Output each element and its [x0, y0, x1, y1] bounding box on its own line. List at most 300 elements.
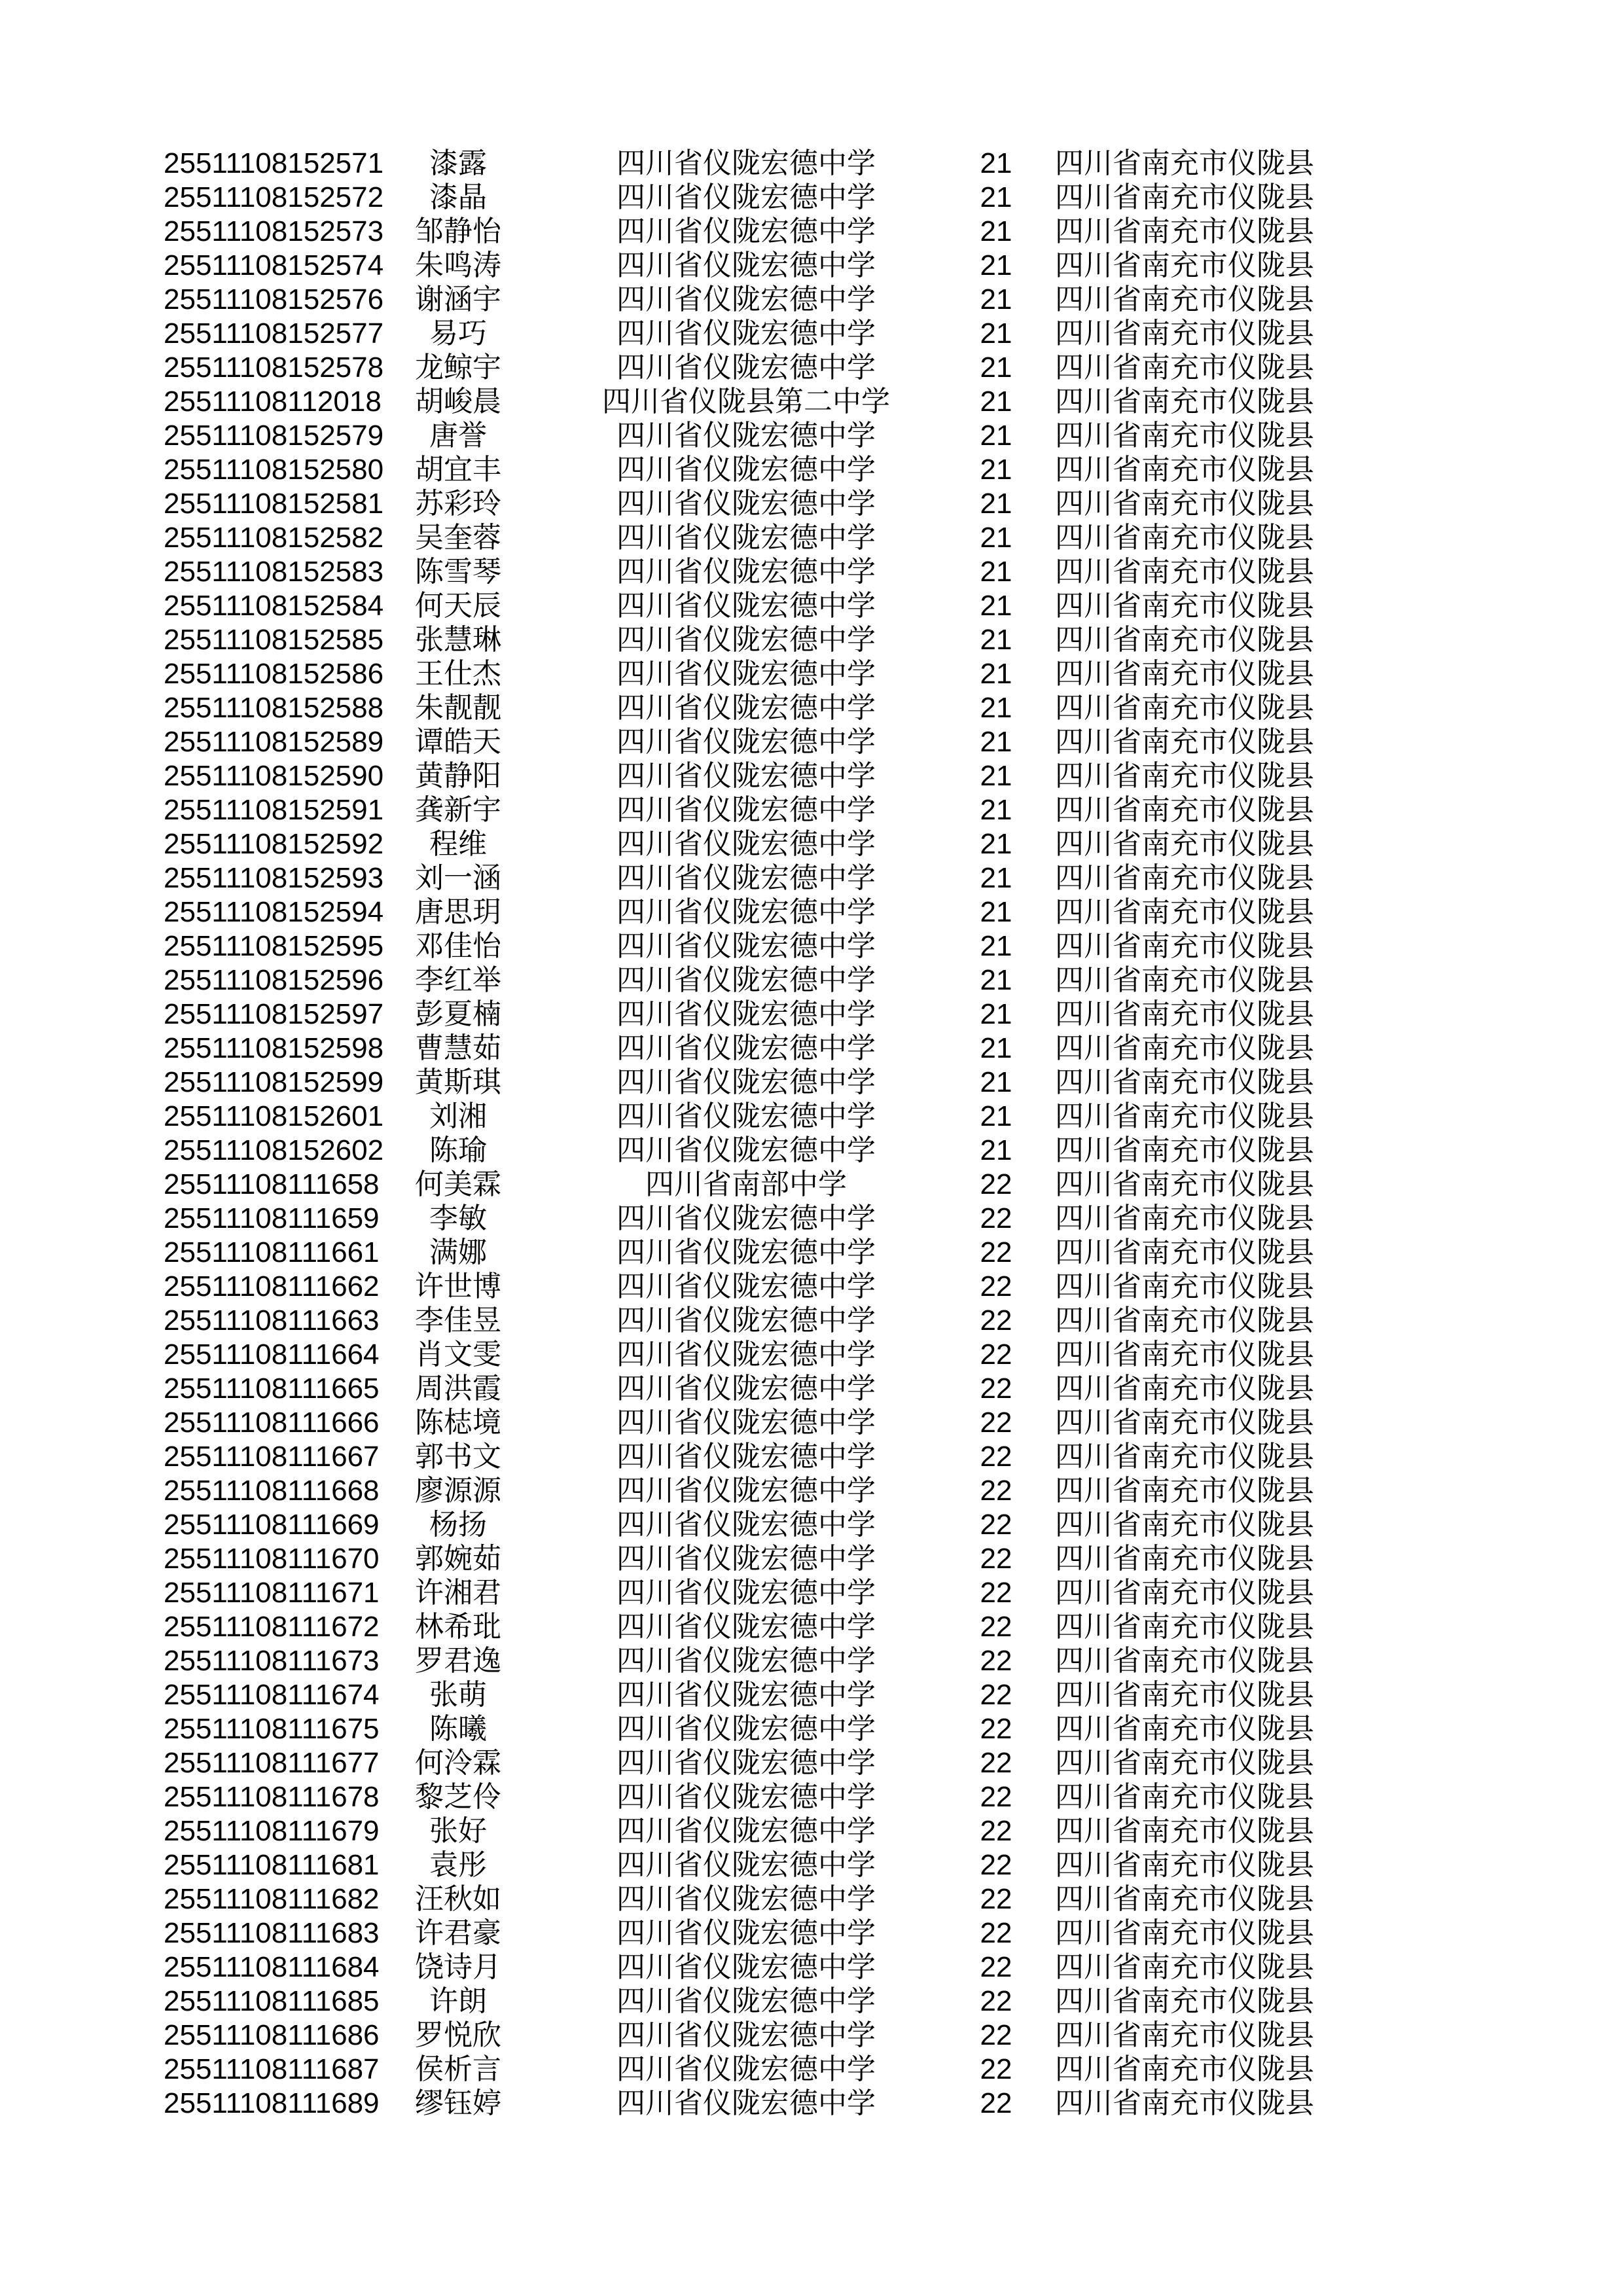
table-row	[0, 1576, 1623, 1610]
school-cell: 四川省仪陇宏德中学	[616, 1032, 876, 1064]
exam-id-cell: 25511108152602	[164, 1134, 384, 1166]
school-cell: 四川省仪陇宏德中学	[616, 1611, 876, 1643]
table-row	[0, 555, 1623, 589]
exam-id-cell: 25511108111662	[164, 1270, 380, 1302]
student-name-cell: 龚新宇	[415, 794, 501, 826]
group-number-cell: 22	[980, 1407, 1012, 1439]
school-cell: 四川省仪陇宏德中学	[616, 147, 876, 179]
table-row	[0, 1031, 1623, 1066]
school-cell: 四川省仪陇宏德中学	[616, 998, 876, 1030]
student-name-cell: 何天辰	[415, 590, 501, 622]
school-cell: 四川省仪陇宏德中学	[616, 1713, 876, 1745]
region-cell: 四川省南充市仪陇县	[1055, 454, 1314, 486]
region-cell: 四川省南充市仪陇县	[1055, 1883, 1314, 1915]
school-cell: 四川省仪陇宏德中学	[616, 1236, 876, 1268]
table-row	[0, 793, 1623, 827]
group-number-cell: 22	[980, 2087, 1012, 2119]
student-name-cell: 饶诗月	[415, 1951, 501, 1983]
table-row	[0, 1678, 1623, 1712]
school-cell: 四川省仪陇宏德中学	[616, 794, 876, 826]
student-name-cell: 李红举	[415, 964, 501, 996]
exam-id-cell: 25511108152589	[164, 726, 384, 758]
table-row	[0, 1610, 1623, 1644]
region-cell: 四川省南充市仪陇县	[1055, 1849, 1314, 1881]
group-number-cell: 21	[980, 522, 1012, 554]
group-number-cell: 22	[980, 1338, 1012, 1371]
student-name-cell: 满娜	[429, 1236, 487, 1268]
exam-id-cell: 25511108152588	[164, 692, 384, 724]
group-number-cell: 22	[980, 1985, 1012, 2017]
group-number-cell: 21	[980, 1134, 1012, 1166]
table-row	[0, 1474, 1623, 1508]
school-cell: 四川省仪陇宏德中学	[616, 1066, 876, 1098]
exam-id-cell: 25511108152591	[164, 794, 384, 826]
school-cell: 四川省南部中学	[645, 1168, 847, 1200]
student-name-cell: 许世博	[415, 1270, 501, 1302]
group-number-cell: 21	[980, 828, 1012, 860]
exam-id-cell: 25511108152577	[164, 317, 384, 350]
table-row	[0, 1780, 1623, 1814]
exam-id-cell: 25511108152571	[164, 147, 384, 179]
exam-id-cell: 25511108152594	[164, 896, 384, 928]
student-name-cell: 杨扬	[429, 1509, 487, 1541]
exam-id-cell: 25511108111678	[164, 1781, 380, 1813]
group-number-cell: 21	[980, 658, 1012, 690]
student-name-cell: 黄静阳	[415, 760, 501, 792]
student-name-cell: 郭书文	[415, 1441, 501, 1473]
exam-id-cell: 25511108111674	[164, 1679, 380, 1711]
student-name-cell: 易巧	[429, 317, 487, 350]
region-cell: 四川省南充市仪陇县	[1055, 488, 1314, 520]
exam-id-cell: 25511108111661	[164, 1236, 380, 1268]
table-row	[0, 487, 1623, 521]
group-number-cell: 22	[980, 1441, 1012, 1473]
group-number-cell: 22	[980, 1951, 1012, 1983]
exam-id-cell: 25511108111681	[164, 1849, 380, 1881]
exam-id-cell: 25511108111670	[164, 1543, 380, 1575]
region-cell: 四川省南充市仪陇县	[1055, 1985, 1314, 2017]
student-name-cell: 周洪霞	[415, 1372, 501, 1405]
table-row	[0, 1814, 1623, 1848]
student-name-cell: 肖文雯	[415, 1338, 501, 1371]
group-number-cell: 21	[980, 283, 1012, 315]
group-number-cell: 21	[980, 1100, 1012, 1132]
student-name-cell: 何泠霖	[415, 1747, 501, 1779]
group-number-cell: 21	[980, 1032, 1012, 1064]
group-number-cell: 21	[980, 488, 1012, 520]
region-cell: 四川省南充市仪陇县	[1055, 1543, 1314, 1575]
table-row	[0, 1270, 1623, 1304]
group-number-cell: 22	[980, 1679, 1012, 1711]
table-row	[0, 1202, 1623, 1236]
group-number-cell: 22	[980, 1577, 1012, 1609]
school-cell: 四川省仪陇宏德中学	[616, 1883, 876, 1915]
region-cell: 四川省南充市仪陇县	[1055, 351, 1314, 384]
group-number-cell: 21	[980, 181, 1012, 213]
student-name-cell: 陈雪琴	[415, 556, 501, 588]
region-cell: 四川省南充市仪陇县	[1055, 1747, 1314, 1779]
group-number-cell: 22	[980, 1645, 1012, 1677]
region-cell: 四川省南充市仪陇县	[1055, 1781, 1314, 1813]
table-row	[0, 1984, 1623, 2018]
school-cell: 四川省仪陇宏德中学	[616, 522, 876, 554]
region-cell: 四川省南充市仪陇县	[1055, 1917, 1314, 1949]
region-cell: 四川省南充市仪陇县	[1055, 2019, 1314, 2051]
region-cell: 四川省南充市仪陇县	[1055, 215, 1314, 247]
school-cell: 四川省仪陇宏德中学	[616, 283, 876, 315]
exam-id-cell: 25511108152573	[164, 215, 384, 247]
table-row	[0, 827, 1623, 861]
group-number-cell: 21	[980, 726, 1012, 758]
exam-id-cell: 25511108152572	[164, 181, 384, 213]
table-row	[0, 453, 1623, 487]
table-row	[0, 963, 1623, 997]
region-cell: 四川省南充市仪陇县	[1055, 283, 1314, 315]
table-row	[0, 1882, 1623, 1916]
school-cell: 四川省仪陇宏德中学	[616, 1270, 876, 1302]
region-cell: 四川省南充市仪陇县	[1055, 1577, 1314, 1609]
group-number-cell: 21	[980, 317, 1012, 350]
group-number-cell: 22	[980, 1372, 1012, 1405]
table-row	[0, 691, 1623, 725]
school-cell: 四川省仪陇宏德中学	[616, 1134, 876, 1166]
region-cell: 四川省南充市仪陇县	[1055, 1236, 1314, 1268]
exam-id-cell: 25511108111689	[164, 2087, 380, 2119]
school-cell: 四川省仪陇宏德中学	[616, 1338, 876, 1371]
group-number-cell: 21	[980, 249, 1012, 281]
exam-id-cell: 25511108152583	[164, 556, 384, 588]
table-row	[0, 2018, 1623, 2053]
table-row	[0, 1066, 1623, 1100]
region-cell: 四川省南充市仪陇县	[1055, 1134, 1314, 1166]
region-cell: 四川省南充市仪陇县	[1055, 1475, 1314, 1507]
exam-id-cell: 25511108152582	[164, 522, 384, 554]
region-cell: 四川省南充市仪陇县	[1055, 1951, 1314, 1983]
exam-id-cell: 25511108152581	[164, 488, 384, 520]
school-cell: 四川省仪陇宏德中学	[616, 760, 876, 792]
region-cell: 四川省南充市仪陇县	[1055, 590, 1314, 622]
student-name-cell: 袁彤	[429, 1849, 487, 1881]
school-cell: 四川省仪陇宏德中学	[616, 420, 876, 452]
group-number-cell: 22	[980, 2053, 1012, 2085]
exam-id-cell: 25511108152597	[164, 998, 384, 1030]
region-cell: 四川省南充市仪陇县	[1055, 624, 1314, 656]
exam-id-cell: 25511108152593	[164, 862, 384, 894]
group-number-cell: 22	[980, 1509, 1012, 1541]
exam-id-cell: 25511108111666	[164, 1407, 380, 1439]
school-cell: 四川省仪陇宏德中学	[616, 1679, 876, 1711]
exam-id-cell: 25511108152599	[164, 1066, 384, 1098]
region-cell: 四川省南充市仪陇县	[1055, 1202, 1314, 1234]
exam-id-cell: 25511108111664	[164, 1338, 380, 1371]
student-name-cell: 汪秋如	[415, 1883, 501, 1915]
student-name-cell: 何美霖	[415, 1168, 501, 1200]
group-number-cell: 22	[980, 1883, 1012, 1915]
table-row	[0, 1746, 1623, 1780]
group-number-cell: 21	[980, 964, 1012, 996]
table-row	[0, 759, 1623, 793]
exam-id-cell: 25511108152576	[164, 283, 384, 315]
school-cell: 四川省仪陇宏德中学	[616, 1577, 876, 1609]
group-number-cell: 21	[980, 998, 1012, 1030]
student-name-cell: 李佳昱	[415, 1304, 501, 1336]
region-cell: 四川省南充市仪陇县	[1055, 249, 1314, 281]
school-cell: 四川省仪陇宏德中学	[616, 726, 876, 758]
table-row	[0, 215, 1623, 249]
region-cell: 四川省南充市仪陇县	[1055, 522, 1314, 554]
table-row	[0, 351, 1623, 385]
student-name-cell: 罗悦欣	[415, 2019, 501, 2051]
school-cell: 四川省仪陇宏德中学	[616, 624, 876, 656]
student-name-cell: 陈曦	[429, 1713, 487, 1745]
exam-id-cell: 25511108152580	[164, 454, 384, 486]
table-row	[0, 1950, 1623, 1984]
table-row	[0, 997, 1623, 1031]
exam-id-cell: 25511108111659	[164, 1202, 380, 1234]
school-cell: 四川省仪陇宏德中学	[616, 2019, 876, 2051]
exam-id-cell: 25511108111667	[164, 1441, 380, 1473]
school-cell: 四川省仪陇宏德中学	[616, 1475, 876, 1507]
exam-id-cell: 25511108152595	[164, 930, 384, 962]
region-cell: 四川省南充市仪陇县	[1055, 896, 1314, 928]
exam-id-cell: 25511108111673	[164, 1645, 380, 1677]
region-cell: 四川省南充市仪陇县	[1055, 181, 1314, 213]
student-name-cell: 唐誉	[429, 420, 487, 452]
group-number-cell: 21	[980, 590, 1012, 622]
school-cell: 四川省仪陇宏德中学	[616, 317, 876, 350]
student-name-cell: 张萌	[429, 1679, 487, 1711]
student-name-cell: 许湘君	[415, 1577, 501, 1609]
school-cell: 四川省仪陇宏德中学	[616, 351, 876, 384]
group-number-cell: 21	[980, 454, 1012, 486]
region-cell: 四川省南充市仪陇县	[1055, 828, 1314, 860]
group-number-cell: 21	[980, 420, 1012, 452]
group-number-cell: 21	[980, 760, 1012, 792]
table-row	[0, 657, 1623, 691]
region-cell: 四川省南充市仪陇县	[1055, 692, 1314, 724]
exam-id-cell: 25511108152586	[164, 658, 384, 690]
student-name-cell: 吴奎蓉	[415, 522, 501, 554]
region-cell: 四川省南充市仪陇县	[1055, 794, 1314, 826]
school-cell: 四川省仪陇宏德中学	[616, 1304, 876, 1336]
group-number-cell: 22	[980, 1713, 1012, 1745]
student-name-cell: 漆露	[429, 147, 487, 179]
group-number-cell: 22	[980, 1475, 1012, 1507]
table-row	[0, 929, 1623, 963]
school-cell: 四川省仪陇宏德中学	[616, 215, 876, 247]
region-cell: 四川省南充市仪陇县	[1055, 1372, 1314, 1405]
student-name-cell: 漆晶	[429, 181, 487, 213]
region-cell: 四川省南充市仪陇县	[1055, 1509, 1314, 1541]
exam-id-cell: 25511108111675	[164, 1713, 380, 1745]
group-number-cell: 21	[980, 624, 1012, 656]
table-row	[0, 181, 1623, 215]
student-name-cell: 胡峻晨	[415, 386, 501, 418]
student-name-cell: 邹静怡	[415, 215, 501, 247]
exam-id-cell: 25511108111684	[164, 1951, 380, 1983]
region-cell: 四川省南充市仪陇县	[1055, 1338, 1314, 1371]
group-number-cell: 22	[980, 1236, 1012, 1268]
student-name-cell: 朱靓靓	[415, 692, 501, 724]
region-cell: 四川省南充市仪陇县	[1055, 1270, 1314, 1302]
region-cell: 四川省南充市仪陇县	[1055, 2053, 1314, 2085]
exam-id-cell: 25511108152579	[164, 420, 384, 452]
student-name-cell: 谢涵宇	[415, 283, 501, 315]
exam-id-cell: 25511108111671	[164, 1577, 380, 1609]
table-row	[0, 1712, 1623, 1746]
school-cell: 四川省仪陇宏德中学	[616, 658, 876, 690]
table-row	[0, 1848, 1623, 1882]
exam-id-cell: 25511108111685	[164, 1985, 380, 2017]
group-number-cell: 21	[980, 556, 1012, 588]
student-name-cell: 李敏	[429, 1202, 487, 1234]
group-number-cell: 21	[980, 351, 1012, 384]
table-row	[0, 317, 1623, 351]
region-cell: 四川省南充市仪陇县	[1055, 1066, 1314, 1098]
school-cell: 四川省仪陇宏德中学	[616, 1747, 876, 1779]
region-cell: 四川省南充市仪陇县	[1055, 1645, 1314, 1677]
region-cell: 四川省南充市仪陇县	[1055, 1100, 1314, 1132]
school-cell: 四川省仪陇宏德中学	[616, 1781, 876, 1813]
school-cell: 四川省仪陇宏德中学	[616, 1951, 876, 1983]
school-cell: 四川省仪陇宏德中学	[616, 249, 876, 281]
school-cell: 四川省仪陇宏德中学	[616, 862, 876, 894]
school-cell: 四川省仪陇县第二中学	[602, 386, 890, 418]
student-name-cell: 刘湘	[429, 1100, 487, 1132]
exam-id-cell: 25511108111686	[164, 2019, 380, 2051]
school-cell: 四川省仪陇宏德中学	[616, 2053, 876, 2085]
region-cell: 四川省南充市仪陇县	[1055, 386, 1314, 418]
region-cell: 四川省南充市仪陇县	[1055, 862, 1314, 894]
school-cell: 四川省仪陇宏德中学	[616, 930, 876, 962]
exam-id-cell: 25511108152601	[164, 1100, 384, 1132]
student-name-cell: 罗君逸	[415, 1645, 501, 1677]
exam-id-cell: 25511108152596	[164, 964, 384, 996]
region-cell: 四川省南充市仪陇县	[1055, 1611, 1314, 1643]
student-name-cell: 唐思玥	[415, 896, 501, 928]
exam-id-cell: 25511108152584	[164, 590, 384, 622]
table-row	[0, 1236, 1623, 1270]
school-cell: 四川省仪陇宏德中学	[616, 590, 876, 622]
exam-id-cell: 25511108111672	[164, 1611, 380, 1643]
group-number-cell: 21	[980, 862, 1012, 894]
table-row	[0, 419, 1623, 453]
group-number-cell: 22	[980, 1543, 1012, 1575]
exam-id-cell: 25511108111683	[164, 1917, 380, 1949]
exam-id-cell: 25511108111679	[164, 1815, 380, 1847]
student-name-cell: 王仕杰	[415, 658, 501, 690]
school-cell: 四川省仪陇宏德中学	[616, 896, 876, 928]
school-cell: 四川省仪陇宏德中学	[616, 556, 876, 588]
table-row	[0, 895, 1623, 929]
exam-id-cell: 25511108111663	[164, 1304, 380, 1336]
group-number-cell: 22	[980, 1747, 1012, 1779]
school-cell: 四川省仪陇宏德中学	[616, 1815, 876, 1847]
school-cell: 四川省仪陇宏德中学	[616, 1100, 876, 1132]
table-row	[0, 1304, 1623, 1338]
student-name-cell: 程维	[429, 828, 487, 860]
table-row	[0, 385, 1623, 419]
region-cell: 四川省南充市仪陇县	[1055, 658, 1314, 690]
student-name-cell: 缪钰婷	[415, 2087, 501, 2119]
school-cell: 四川省仪陇宏德中学	[616, 1509, 876, 1541]
school-cell: 四川省仪陇宏德中学	[616, 1372, 876, 1405]
student-name-cell: 朱鸣涛	[415, 249, 501, 281]
student-name-cell: 邓佳怡	[415, 930, 501, 962]
table-row	[0, 147, 1623, 181]
school-cell: 四川省仪陇宏德中学	[616, 1543, 876, 1575]
student-name-cell: 侯析言	[415, 2053, 501, 2085]
school-cell: 四川省仪陇宏德中学	[616, 2087, 876, 2119]
region-cell: 四川省南充市仪陇县	[1055, 420, 1314, 452]
exam-id-cell: 25511108111687	[164, 2053, 380, 2085]
exam-id-cell: 25511108111658	[164, 1168, 380, 1200]
student-table	[0, 147, 1623, 2121]
student-name-cell: 苏彩玲	[415, 488, 501, 520]
table-row	[0, 521, 1623, 555]
table-row	[0, 1916, 1623, 1950]
region-cell: 四川省南充市仪陇县	[1055, 317, 1314, 350]
region-cell: 四川省南充市仪陇县	[1055, 556, 1314, 588]
school-cell: 四川省仪陇宏德中学	[616, 692, 876, 724]
region-cell: 四川省南充市仪陇县	[1055, 1032, 1314, 1064]
student-name-cell: 陈梽境	[415, 1407, 501, 1439]
region-cell: 四川省南充市仪陇县	[1055, 1441, 1314, 1473]
student-name-cell: 黄斯琪	[415, 1066, 501, 1098]
group-number-cell: 21	[980, 692, 1012, 724]
table-row	[0, 1508, 1623, 1542]
student-name-cell: 彭夏楠	[415, 998, 501, 1030]
school-cell: 四川省仪陇宏德中学	[616, 1645, 876, 1677]
school-cell: 四川省仪陇宏德中学	[616, 1407, 876, 1439]
student-name-cell: 许君豪	[415, 1917, 501, 1949]
school-cell: 四川省仪陇宏德中学	[616, 488, 876, 520]
region-cell: 四川省南充市仪陇县	[1055, 964, 1314, 996]
exam-id-cell: 25511108152598	[164, 1032, 384, 1064]
table-row	[0, 1338, 1623, 1372]
group-number-cell: 21	[980, 386, 1012, 418]
table-row	[0, 1134, 1623, 1168]
student-name-cell: 黎芝伶	[415, 1781, 501, 1813]
group-number-cell: 22	[980, 1168, 1012, 1200]
student-name-cell: 张慧琳	[415, 624, 501, 656]
student-name-cell: 许朗	[429, 1985, 487, 2017]
group-number-cell: 22	[980, 2019, 1012, 2051]
region-cell: 四川省南充市仪陇县	[1055, 726, 1314, 758]
group-number-cell: 22	[980, 1304, 1012, 1336]
student-name-cell: 郭婉茹	[415, 1543, 501, 1575]
table-row	[0, 1406, 1623, 1440]
exam-id-cell: 25511108152592	[164, 828, 384, 860]
student-name-cell: 廖源源	[415, 1475, 501, 1507]
table-row	[0, 1644, 1623, 1678]
table-row	[0, 589, 1623, 623]
exam-id-cell: 25511108152578	[164, 351, 384, 384]
exam-id-cell: 25511108111677	[164, 1747, 380, 1779]
student-name-cell: 张好	[429, 1815, 487, 1847]
group-number-cell: 22	[980, 1270, 1012, 1302]
region-cell: 四川省南充市仪陇县	[1055, 2087, 1314, 2119]
group-number-cell: 21	[980, 215, 1012, 247]
school-cell: 四川省仪陇宏德中学	[616, 1849, 876, 1881]
table-row	[0, 861, 1623, 895]
table-row	[0, 1100, 1623, 1134]
group-number-cell: 21	[980, 794, 1012, 826]
student-name-cell: 谭皓天	[415, 726, 501, 758]
exam-id-cell: 25511108111682	[164, 1883, 380, 1915]
region-cell: 四川省南充市仪陇县	[1055, 760, 1314, 792]
region-cell: 四川省南充市仪陇县	[1055, 930, 1314, 962]
